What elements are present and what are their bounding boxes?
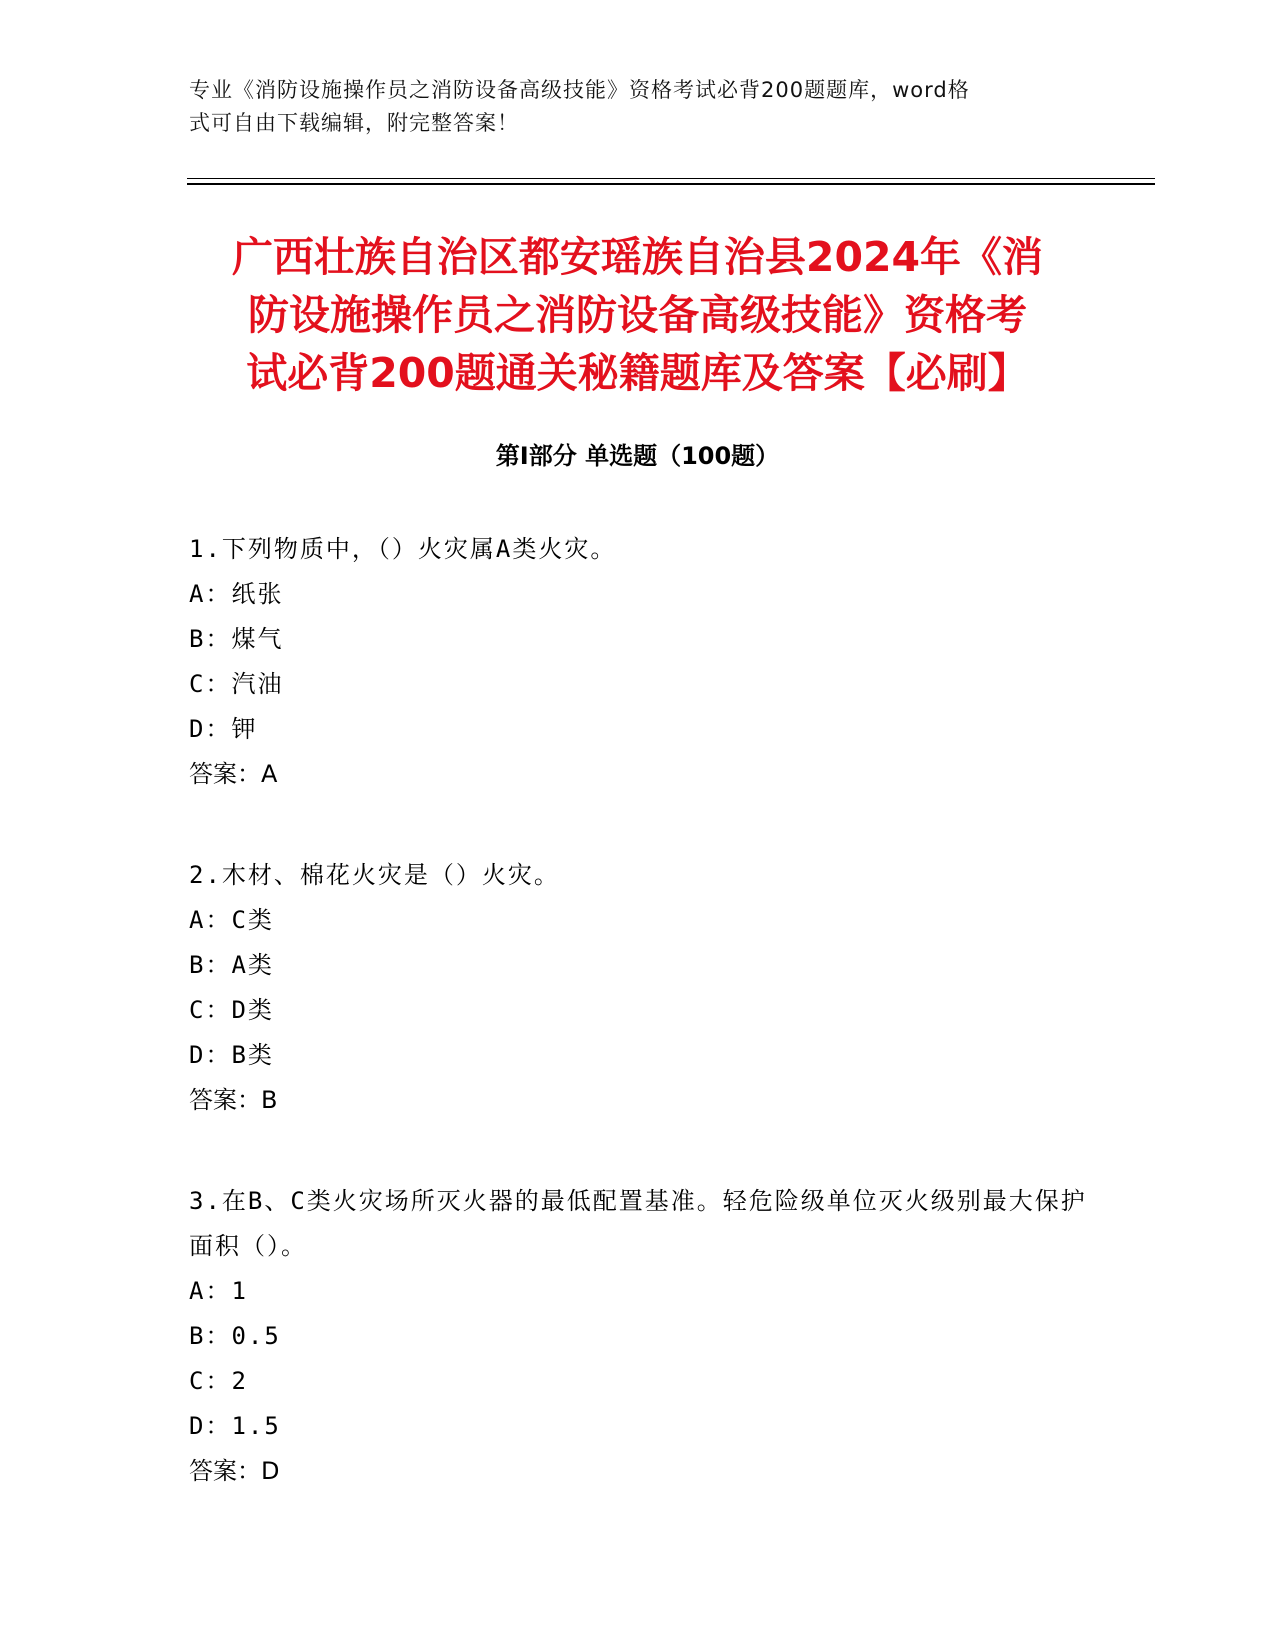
question-2: [189, 853, 1089, 1123]
header-note: [189, 74, 1079, 140]
question-list: [189, 527, 1089, 1550]
header-note-line-1: 专业《消防设施操作员之消防设备高级技能》资格考试必背200题题库，word格: [189, 78, 970, 102]
option-c: C：汽油: [189, 670, 284, 698]
option-a: A：C类: [189, 906, 274, 934]
option-d: D：1.5: [189, 1412, 281, 1440]
header-note-line-2: 式可自由下载编辑，附完整答案！: [189, 111, 519, 135]
header-divider-thick: [187, 183, 1155, 185]
option-b: B：0.5: [189, 1322, 281, 1350]
option-a: A：纸张: [189, 580, 284, 608]
option-b: B：煤气: [189, 625, 284, 653]
question-stem: 3.在B、C类火灾场所灭火器的最低配置基准。轻危险级单位灭火级别最大保护面积（）。: [189, 1187, 1087, 1260]
option-d: D：钾: [189, 715, 258, 743]
section-title: 第Ⅰ部分 单选题（100题）: [495, 442, 780, 470]
answer-line: 答案：B: [189, 1086, 278, 1114]
option-d: D：B类: [189, 1041, 274, 1069]
question-1: [189, 527, 1089, 797]
question-3: [189, 1179, 1089, 1494]
option-a: A：1: [189, 1277, 248, 1305]
question-stem: 1.下列物质中，（）火灾属A类火灾。: [189, 535, 617, 563]
option-b: B：A类: [189, 951, 274, 979]
document-title-line-3: 试必背200题通关秘籍题库及答案【必刷】: [246, 349, 1029, 397]
header-divider-thin: [187, 178, 1155, 179]
document-title-line-2: 防设施操作员之消防设备高级技能》资格考: [248, 291, 1027, 339]
answer-line: 答案：A: [189, 760, 278, 788]
answer-line: 答案：D: [189, 1457, 280, 1485]
document-title: [180, 228, 1095, 402]
option-c: C：2: [189, 1367, 248, 1395]
document-title-line-1: 广西壮族自治区都安瑶族自治县2024年《消: [231, 233, 1044, 281]
option-c: C：D类: [189, 996, 274, 1024]
question-stem: 2.木材、棉花火灾是（）火灾。: [189, 861, 560, 889]
